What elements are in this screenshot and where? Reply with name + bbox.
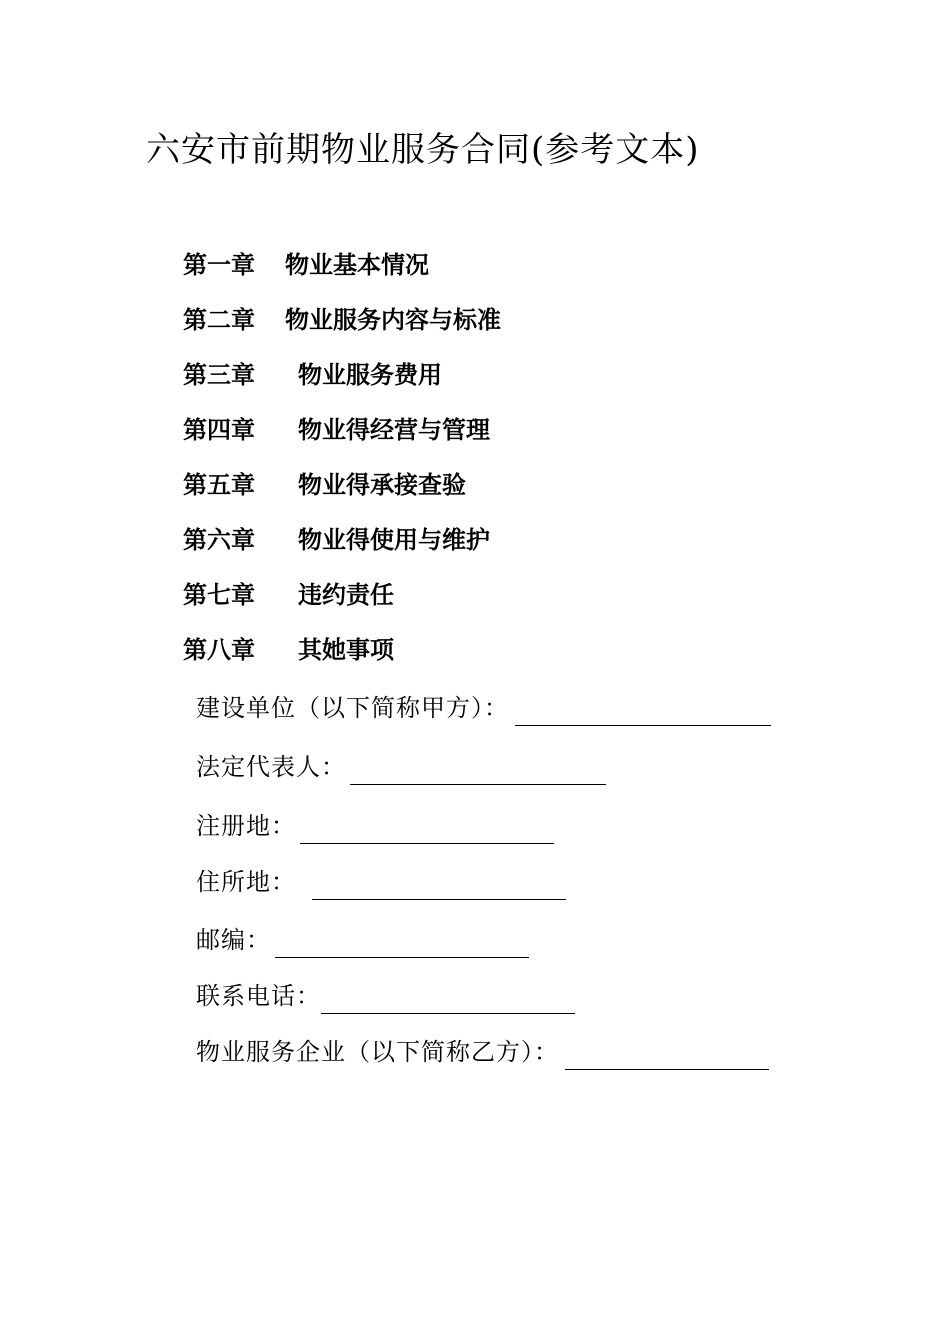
toc-item-chapter-1 xyxy=(183,245,501,300)
toc-item-chapter-2 xyxy=(183,300,501,355)
toc-chapter-name: 物业得使用与维护 xyxy=(298,525,490,554)
toc-item-chapter-7 xyxy=(183,575,501,630)
field-developer xyxy=(196,690,771,726)
toc-chapter-number: 第二章 xyxy=(183,305,255,334)
table-of-contents xyxy=(183,245,501,685)
field-label: 联系电话： xyxy=(196,982,321,1010)
toc-item-chapter-3 xyxy=(183,355,501,410)
toc-chapter-name: 物业服务内容与标准 xyxy=(285,305,501,334)
toc-chapter-number: 第八章 xyxy=(183,635,255,664)
field-phone xyxy=(196,978,575,1014)
field-label: 住所地： xyxy=(196,868,296,896)
field-blank-line[interactable] xyxy=(300,815,554,844)
toc-chapter-number: 第五章 xyxy=(183,470,255,499)
field-blank-line[interactable] xyxy=(565,1041,769,1070)
toc-chapter-name: 其她事项 xyxy=(298,635,394,664)
field-label: 注册地： xyxy=(196,812,296,840)
field-registered-address xyxy=(196,808,554,844)
field-blank-line[interactable] xyxy=(275,929,529,958)
field-blank-line[interactable] xyxy=(350,756,606,785)
toc-item-chapter-6 xyxy=(183,520,501,575)
field-label: 物业服务企业（以下简称乙方）： xyxy=(196,1038,559,1066)
field-label: 法定代表人： xyxy=(196,753,346,781)
document-title: 六安市前期物业服务合同(参考文本) xyxy=(146,130,700,170)
toc-chapter-number: 第七章 xyxy=(183,580,255,609)
toc-chapter-number: 第三章 xyxy=(183,360,255,389)
toc-chapter-name: 物业得承接查验 xyxy=(298,470,466,499)
field-legal-representative xyxy=(196,749,606,785)
toc-item-chapter-5 xyxy=(183,465,501,520)
field-domicile xyxy=(196,864,566,900)
toc-chapter-number: 第一章 xyxy=(183,250,255,279)
field-label: 建设单位（以下简称甲方）： xyxy=(196,694,509,722)
toc-item-chapter-8 xyxy=(183,630,501,685)
field-blank-line[interactable] xyxy=(312,871,566,900)
field-blank-line[interactable] xyxy=(515,697,771,726)
field-blank-line[interactable] xyxy=(321,985,575,1014)
toc-chapter-name: 违约责任 xyxy=(298,580,394,609)
toc-chapter-number: 第四章 xyxy=(183,415,255,444)
field-postcode xyxy=(196,922,529,958)
toc-item-chapter-4 xyxy=(183,410,501,465)
toc-chapter-name: 物业服务费用 xyxy=(298,360,442,389)
field-label: 邮编： xyxy=(196,926,271,954)
toc-chapter-name: 物业基本情况 xyxy=(285,250,429,279)
toc-chapter-name: 物业得经营与管理 xyxy=(298,415,490,444)
field-property-company xyxy=(196,1034,769,1070)
toc-chapter-number: 第六章 xyxy=(183,525,255,554)
